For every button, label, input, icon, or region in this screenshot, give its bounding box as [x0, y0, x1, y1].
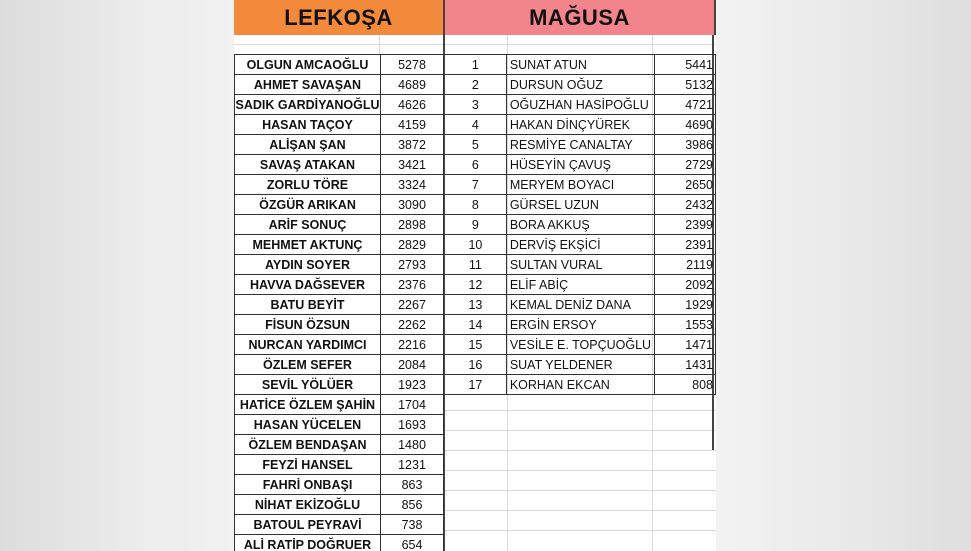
- magusa-row: [445, 275, 716, 295]
- magusa-row: [445, 135, 716, 155]
- vote-count: 1553: [654, 315, 715, 335]
- lefkosa-row: [235, 75, 444, 95]
- candidate-name: OLGUN AMCAOĞLU: [235, 55, 381, 75]
- lefkosa-row: [235, 255, 444, 275]
- right-background: [716, 0, 971, 551]
- magusa-row: [445, 55, 716, 75]
- row-number: 5: [445, 135, 506, 155]
- magusa-row: [445, 255, 716, 275]
- candidate-name: ELİF ABİÇ: [506, 275, 654, 295]
- vote-count: 2216: [381, 335, 444, 355]
- magusa-row: [445, 75, 716, 95]
- vote-count: 5132: [654, 75, 715, 95]
- magusa-header: MAĞUSA: [445, 0, 716, 35]
- magusa-table: [445, 54, 716, 395]
- row-number: 17: [445, 375, 506, 395]
- candidate-name: KEMAL DENİZ DANA: [506, 295, 654, 315]
- vote-count: 5441: [654, 55, 715, 75]
- candidate-name: ALİŞAN ŞAN: [235, 135, 381, 155]
- lefkosa-row: [235, 455, 444, 475]
- vote-count: 2119: [654, 255, 715, 275]
- vote-count: 3421: [381, 155, 444, 175]
- vote-count: 2793: [381, 255, 444, 275]
- gridline: [445, 410, 716, 411]
- candidate-name: ÖZGÜR ARIKAN: [235, 195, 381, 215]
- row-number: 12: [445, 275, 506, 295]
- vote-count: 4689: [381, 75, 444, 95]
- candidate-name: ERGİN ERSOY: [506, 315, 654, 335]
- row-number: 9: [445, 215, 506, 235]
- gridline: [234, 44, 716, 45]
- candidate-name: HAVVA DAĞSEVER: [235, 275, 381, 295]
- candidate-name: ZORLU TÖRE: [235, 175, 381, 195]
- lefkosa-row: [235, 155, 444, 175]
- left-background: [0, 0, 234, 551]
- candidate-name: DERVİŞ EKŞİCİ: [506, 235, 654, 255]
- candidate-name: BORA AKKUŞ: [506, 215, 654, 235]
- candidate-name: AHMET SAVAŞAN: [235, 75, 381, 95]
- lefkosa-row: [235, 55, 444, 75]
- candidate-name: SUAT YELDENER: [506, 355, 654, 375]
- candidate-name: DURSUN OĞUZ: [506, 75, 654, 95]
- vote-count: 1704: [381, 395, 444, 415]
- candidate-name: GÜRSEL UZUN: [506, 195, 654, 215]
- vote-count: 1693: [381, 415, 444, 435]
- lefkosa-row: [235, 415, 444, 435]
- lefkosa-header: LEFKOŞA: [234, 0, 445, 35]
- vote-count: 1231: [381, 455, 444, 475]
- candidate-name: RESMİYE CANALTAY: [506, 135, 654, 155]
- candidate-name: ÖZLEM SEFER: [235, 355, 381, 375]
- vote-count: 2399: [654, 215, 715, 235]
- vote-count: 3090: [381, 195, 444, 215]
- lefkosa-row: [235, 175, 444, 195]
- candidate-name: FEYZİ HANSEL: [235, 455, 381, 475]
- vote-count: 1480: [381, 435, 444, 455]
- gridline: [445, 450, 716, 451]
- lefkosa-table: [234, 54, 444, 551]
- lefkosa-row: [235, 335, 444, 355]
- vote-count: 2432: [654, 195, 715, 215]
- lefkosa-row: [235, 115, 444, 135]
- magusa-row: [445, 155, 716, 175]
- lefkosa-row: [235, 275, 444, 295]
- magusa-row: [445, 215, 716, 235]
- candidate-name: HÜSEYİN ÇAVUŞ: [506, 155, 654, 175]
- vote-count: 1471: [654, 335, 715, 355]
- vote-count: 2084: [381, 355, 444, 375]
- candidate-name: VESİLE E. TOPÇUOĞLU: [506, 335, 654, 355]
- candidate-name: HATİCE ÖZLEM ŞAHİN: [235, 395, 381, 415]
- lefkosa-row: [235, 215, 444, 235]
- candidate-name: SADIK GARDİYANOĞLU: [235, 95, 381, 115]
- vote-count: 2729: [654, 155, 715, 175]
- vote-count: 1929: [654, 295, 715, 315]
- candidate-name: BATU BEYİT: [235, 295, 381, 315]
- lefkosa-row: [235, 495, 444, 515]
- candidate-name: ÖZLEM BENDAŞAN: [235, 435, 381, 455]
- candidate-name: FAHRİ ONBAŞI: [235, 475, 381, 495]
- row-number: 4: [445, 115, 506, 135]
- vote-count: 4159: [381, 115, 444, 135]
- lefkosa-row: [235, 235, 444, 255]
- magusa-row: [445, 115, 716, 135]
- row-number: 1: [445, 55, 506, 75]
- vote-count: 2267: [381, 295, 444, 315]
- lefkosa-row: [235, 395, 444, 415]
- row-number: 3: [445, 95, 506, 115]
- magusa-row: [445, 195, 716, 215]
- vote-count: 3872: [381, 135, 444, 155]
- vote-count: 856: [381, 495, 444, 515]
- vote-count: 1431: [654, 355, 715, 375]
- gridline: [379, 35, 380, 54]
- lefkosa-row: [235, 195, 444, 215]
- lefkosa-row: [235, 355, 444, 375]
- candidate-name: HASAN YÜCELEN: [235, 415, 381, 435]
- vote-count: 654: [381, 535, 444, 551]
- lefkosa-row: [235, 295, 444, 315]
- vote-count: 2391: [654, 235, 715, 255]
- lefkosa-row: [235, 375, 444, 395]
- candidate-name: KORHAN EKCAN: [506, 375, 654, 395]
- vote-count: 1923: [381, 375, 444, 395]
- spreadsheet: [234, 0, 716, 551]
- lefkosa-row: [235, 435, 444, 455]
- row-number: 10: [445, 235, 506, 255]
- vote-count: 2650: [654, 175, 715, 195]
- candidate-name: SEVİL YÖLÜER: [235, 375, 381, 395]
- gridline: [445, 470, 716, 471]
- lefkosa-row: [235, 475, 444, 495]
- row-number: 7: [445, 175, 506, 195]
- candidate-name: SAVAŞ ATAKAN: [235, 155, 381, 175]
- lefkosa-row: [235, 95, 444, 115]
- gridline: [445, 430, 716, 431]
- magusa-row: [445, 355, 716, 375]
- magusa-row: [445, 315, 716, 335]
- vote-count: 2829: [381, 235, 444, 255]
- candidate-name: AYDIN SOYER: [235, 255, 381, 275]
- row-number: 11: [445, 255, 506, 275]
- gridline: [445, 530, 716, 531]
- candidate-name: HASAN TAÇOY: [235, 115, 381, 135]
- vote-count: 2262: [381, 315, 444, 335]
- candidate-name: OĞUZHAN HASİPOĞLU: [506, 95, 654, 115]
- lefkosa-row: [235, 315, 444, 335]
- gridline: [445, 490, 716, 491]
- magusa-row: [445, 295, 716, 315]
- row-number: 13: [445, 295, 506, 315]
- vote-count: 3324: [381, 175, 444, 195]
- row-number: 6: [445, 155, 506, 175]
- candidate-name: NURCAN YARDIMCI: [235, 335, 381, 355]
- candidate-name: MEHMET AKTUNÇ: [235, 235, 381, 255]
- gridline: [445, 510, 716, 511]
- magusa-row: [445, 235, 716, 255]
- candidate-name: MERYEM BOYACI: [506, 175, 654, 195]
- candidate-name: HAKAN DİNÇYÜREK: [506, 115, 654, 135]
- candidate-name: ALİ RATİP DOĞRUER: [235, 535, 381, 551]
- magusa-row: [445, 375, 716, 395]
- row-number: 14: [445, 315, 506, 335]
- vote-count: 3986: [654, 135, 715, 155]
- vote-count: 2376: [381, 275, 444, 295]
- row-number: 16: [445, 355, 506, 375]
- row-number: 8: [445, 195, 506, 215]
- lefkosa-row: [235, 135, 444, 155]
- vote-count: 863: [381, 475, 444, 495]
- candidate-name: SUNAT ATUN: [506, 55, 654, 75]
- lefkosa-row: [235, 535, 444, 551]
- magusa-row: [445, 175, 716, 195]
- lefkosa-row: [235, 515, 444, 535]
- vote-count: 2092: [654, 275, 715, 295]
- vote-count: 4690: [654, 115, 715, 135]
- vote-count: 2898: [381, 215, 444, 235]
- vote-count: 808: [654, 375, 715, 395]
- row-number: 15: [445, 335, 506, 355]
- vote-count: 5278: [381, 55, 444, 75]
- vote-count: 4626: [381, 95, 444, 115]
- candidate-name: ARİF SONUÇ: [235, 215, 381, 235]
- vote-count: 738: [381, 515, 444, 535]
- row-number: 2: [445, 75, 506, 95]
- candidate-name: FİSUN ÖZSUN: [235, 315, 381, 335]
- vote-count: 4721: [654, 95, 715, 115]
- candidate-name: BATOUL PEYRAVİ: [235, 515, 381, 535]
- candidate-name: NİHAT EKİZOĞLU: [235, 495, 381, 515]
- magusa-row: [445, 95, 716, 115]
- candidate-name: SULTAN VURAL: [506, 255, 654, 275]
- magusa-row: [445, 335, 716, 355]
